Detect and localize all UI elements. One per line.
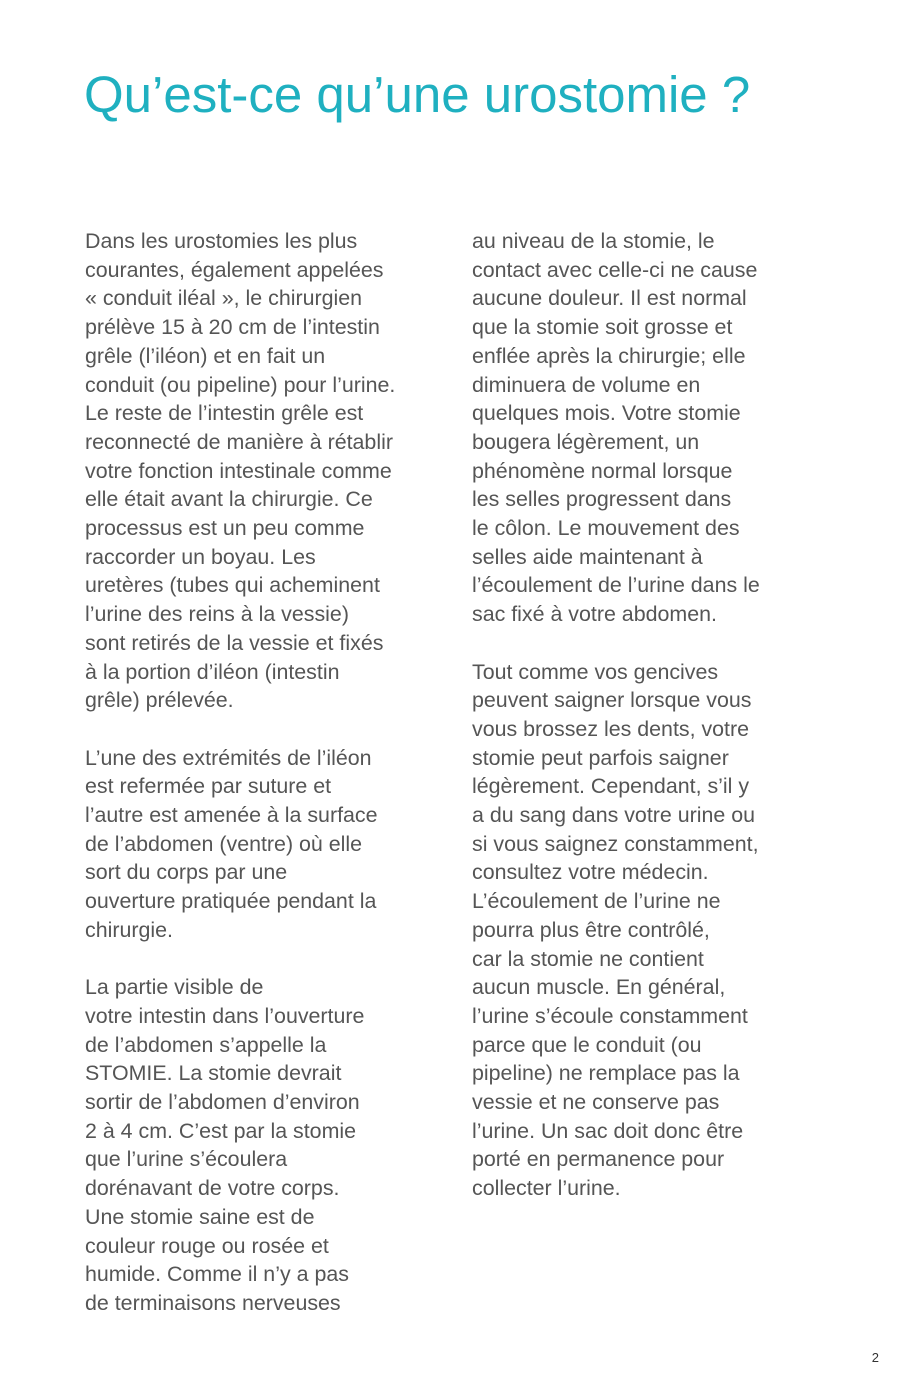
text-line: que l’urine s’écoulera <box>85 1147 288 1172</box>
text-line: conduit (ou pipeline) pour l’urine. <box>85 372 396 397</box>
text-line: pipeline) ne remplace pas la <box>472 1061 740 1086</box>
text-line: prélève 15 à 20 cm de l’intestin <box>85 315 380 340</box>
page-number: 2 <box>871 1350 879 1365</box>
text-line: contact avec celle-ci ne cause <box>472 257 758 282</box>
text-line: l’autre est amenée à la surface <box>85 803 378 828</box>
text-line: porté en permanence pour <box>472 1147 725 1172</box>
text-line: l’urine des reins à la vessie) <box>85 602 349 627</box>
text-line: uretères (tubes qui acheminent <box>85 573 380 598</box>
text-line: peuvent saigner lorsque vous <box>472 688 752 713</box>
text-line: grêle (l’iléon) et en fait un <box>85 343 326 368</box>
text-line: vous brossez les dents, votre <box>472 716 750 741</box>
paragraph <box>85 744 425 945</box>
text-line: selles aide maintenant à <box>472 544 703 569</box>
paragraph <box>472 658 812 1203</box>
text-line: consultez votre médecin. <box>472 860 709 885</box>
text-line: l’urine s’écoule constamment <box>472 1003 748 1028</box>
paragraph <box>85 973 425 1317</box>
text-line: Tout comme vos gencives <box>472 659 719 684</box>
paragraph <box>472 227 812 629</box>
text-line: raccorder un boyau. Les <box>85 544 316 569</box>
text-line: vessie et ne conserve pas <box>472 1090 720 1115</box>
text-line: 2 à 4 cm. C’est par la stomie <box>85 1118 357 1143</box>
text-line: enflée après la chirurgie; elle <box>472 343 746 368</box>
paragraph-spacer <box>472 629 812 658</box>
text-line: Une stomie saine est de <box>85 1204 315 1229</box>
text-line: stomie peut parfois saigner <box>472 745 729 770</box>
text-line: de terminaisons nerveuses <box>85 1290 341 1315</box>
text-line: elle était avant la chirurgie. Ce <box>85 487 373 512</box>
text-line: si vous saignez constamment, <box>472 831 759 856</box>
text-line: votre fonction intestinale comme <box>85 458 392 483</box>
text-line: légèrement. Cependant, s’il y <box>472 774 750 799</box>
text-line: L’écoulement de l’urine ne <box>472 889 721 914</box>
text-line: aucun muscle. En général, <box>472 975 726 1000</box>
paragraph-spacer <box>85 715 425 744</box>
text-line: couleur rouge ou rosée et <box>85 1233 329 1258</box>
page-title: Qu’est-ce qu’une urostomie ? <box>84 66 751 123</box>
text-line: les selles progressent dans <box>472 487 732 512</box>
text-line: sortir de l’abdomen d’environ <box>85 1090 360 1115</box>
text-line: à la portion d’iléon (intestin <box>85 659 340 684</box>
paragraph-spacer <box>85 945 425 974</box>
text-line: Dans les urostomies les plus <box>85 229 358 253</box>
text-line: chirurgie. <box>85 917 173 942</box>
text-line: que la stomie soit grosse et <box>472 315 733 340</box>
text-line: L’une des extrémités de l’iléon <box>85 745 372 770</box>
text-line: pourra plus être contrôlé, <box>472 917 710 942</box>
text-line: diminuera de volume en <box>472 372 701 397</box>
text-line: car la stomie ne contient <box>472 946 704 971</box>
text-line: grêle) prélevée. <box>85 688 234 713</box>
text-line: Le reste de l’intestin grêle est <box>85 401 364 426</box>
text-line: ouverture pratiquée pendant la <box>85 889 377 914</box>
left-text-column <box>85 227 425 1318</box>
text-line: votre intestin dans l’ouverture <box>85 1003 365 1028</box>
text-line: La partie visible de <box>85 975 264 1000</box>
text-line: sont retirés de la vessie et fixés <box>85 630 384 655</box>
text-line: STOMIE. La stomie devrait <box>85 1061 342 1086</box>
text-line: a du sang dans votre urine ou <box>472 803 756 828</box>
text-line: le côlon. Le mouvement des <box>472 516 740 541</box>
text-line: quelques mois. Votre stomie <box>472 401 741 426</box>
right-text-column <box>472 227 812 1203</box>
text-line: sac fixé à votre abdomen. <box>472 602 717 627</box>
text-line: dorénavant de votre corps. <box>85 1176 340 1201</box>
text-line: phénomène normal lorsque <box>472 458 733 483</box>
text-line: collecter l’urine. <box>472 1176 621 1201</box>
text-line: reconnecté de manière à rétablir <box>85 429 393 454</box>
text-line: de l’abdomen (ventre) où elle <box>85 831 363 856</box>
text-line: humide. Comme il n’y a pas <box>85 1262 349 1287</box>
text-line: est refermée par suture et <box>85 774 332 799</box>
text-line: processus est un peu comme <box>85 516 365 541</box>
text-line: l’urine. Un sac doit donc être <box>472 1118 744 1143</box>
text-line: sort du corps par une <box>85 860 288 885</box>
text-line: courantes, également appelées <box>85 257 384 282</box>
text-line: au niveau de la stomie, le <box>472 229 715 253</box>
text-line: l’écoulement de l’urine dans le <box>472 573 760 598</box>
text-line: aucune douleur. Il est normal <box>472 286 747 311</box>
text-line: « conduit iléal », le chirurgien <box>85 286 363 311</box>
text-line: de l’abdomen s’appelle la <box>85 1032 327 1057</box>
text-line: parce que le conduit (ou <box>472 1032 702 1057</box>
paragraph <box>85 227 425 715</box>
text-line: bougera légèrement, un <box>472 429 700 454</box>
